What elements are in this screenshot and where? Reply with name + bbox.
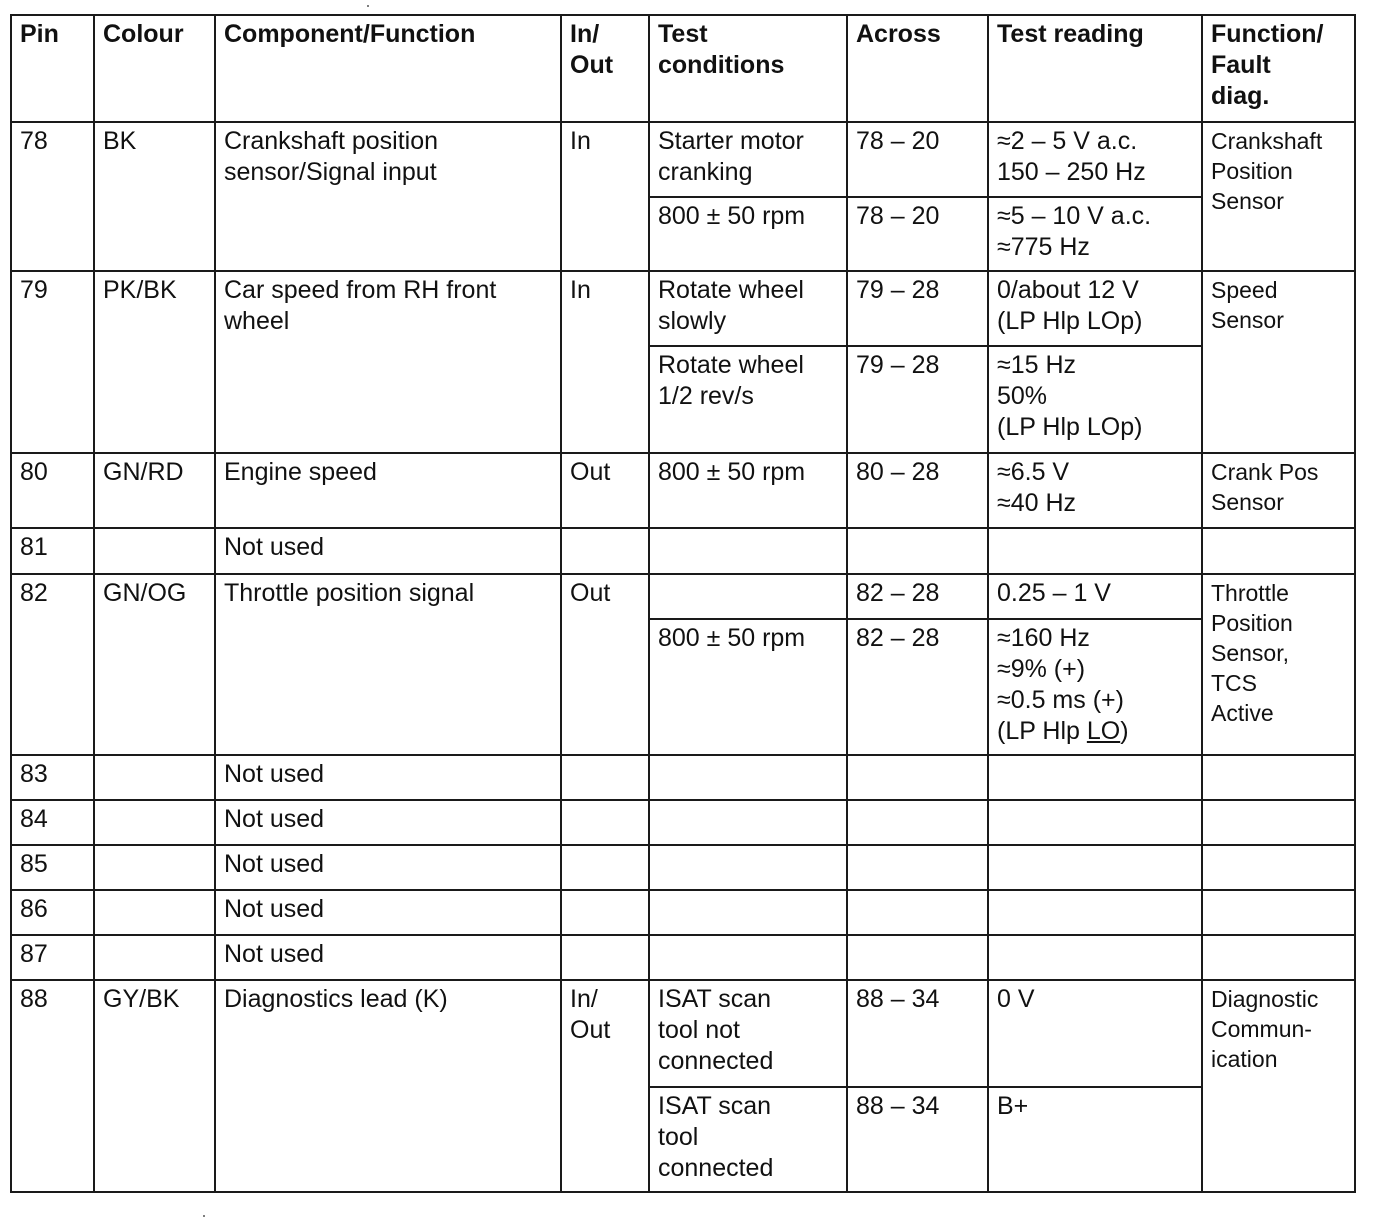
pin-cell: 86 (11, 890, 94, 935)
reading-cell: ≈15 Hz 50% (LP Hlp LOp) (988, 346, 1202, 453)
conditions-cell: Rotate wheel 1/2 rev/s (649, 346, 847, 453)
header-across: Across (847, 15, 988, 122)
fault-cell: Diagnostic Commun- ication (1202, 980, 1355, 1192)
table-row (11, 755, 1355, 800)
reading-cell (988, 800, 1202, 845)
inout-cell (561, 935, 649, 980)
inout-cell: In/ Out (561, 980, 649, 1192)
table-row (11, 574, 1355, 619)
reading-cell (988, 935, 1202, 980)
fault-cell (1202, 800, 1355, 845)
across-cell (847, 935, 988, 980)
component-cell: Crankshaft position sensor/Signal input (215, 122, 561, 271)
inout-cell (561, 528, 649, 574)
across-cell: 79 – 28 (847, 271, 988, 346)
pin-cell: 78 (11, 122, 94, 271)
fault-cell (1202, 528, 1355, 574)
reading-cell (988, 755, 1202, 800)
reading-cell: B+ (988, 1087, 1202, 1192)
table-row (11, 845, 1355, 890)
pin-test-table (10, 14, 1356, 1193)
reading-mode-lo: LO (1086, 717, 1121, 745)
conditions-cell: 800 ± 50 rpm (649, 619, 847, 755)
table-row (11, 453, 1355, 528)
fault-cell: Crank Pos Sensor (1202, 453, 1355, 528)
conditions-cell: 800 ± 50 rpm (649, 197, 847, 271)
table-row (11, 271, 1355, 346)
fault-cell: Speed Sensor (1202, 271, 1355, 453)
fault-cell (1202, 755, 1355, 800)
component-cell: Not used (215, 935, 561, 980)
component-cell: Not used (215, 845, 561, 890)
header-row (11, 15, 1355, 122)
colour-cell (94, 845, 215, 890)
reading-cell (988, 528, 1202, 574)
across-cell: 88 – 34 (847, 980, 988, 1087)
reading-cell (988, 619, 1202, 755)
pin-cell: 79 (11, 271, 94, 453)
inout-cell: In (561, 271, 649, 453)
reading-cell: 0/about 12 V (LP Hlp LOp) (988, 271, 1202, 346)
pin-cell: 80 (11, 453, 94, 528)
pin-cell: 85 (11, 845, 94, 890)
component-cell: Car speed from RH front wheel (215, 271, 561, 453)
across-cell: 80 – 28 (847, 453, 988, 528)
across-cell: 78 – 20 (847, 197, 988, 271)
conditions-cell: 800 ± 50 rpm (649, 453, 847, 528)
across-cell (847, 528, 988, 574)
reading-cell (988, 845, 1202, 890)
conditions-cell (649, 800, 847, 845)
across-cell: 82 – 28 (847, 574, 988, 619)
pin-cell: 84 (11, 800, 94, 845)
component-cell: Not used (215, 755, 561, 800)
across-cell: 79 – 28 (847, 346, 988, 453)
table-row (11, 980, 1355, 1087)
pin-cell: 82 (11, 574, 94, 755)
component-cell: Throttle position signal (215, 574, 561, 755)
reading-cell: ≈2 – 5 V a.c. 150 – 250 Hz (988, 122, 1202, 197)
fault-cell: Throttle Position Sensor, TCS Active (1202, 574, 1355, 755)
colour-cell (94, 755, 215, 800)
pin-cell: 87 (11, 935, 94, 980)
colour-cell (94, 890, 215, 935)
pin-cell: 88 (11, 980, 94, 1192)
table-row (11, 800, 1355, 845)
colour-cell: GN/OG (94, 574, 215, 755)
reading-cell (988, 890, 1202, 935)
reading-cell: ≈6.5 V ≈40 Hz (988, 453, 1202, 528)
inout-cell (561, 890, 649, 935)
across-cell: 88 – 34 (847, 1087, 988, 1192)
header-pin: Pin (11, 15, 94, 122)
inout-cell (561, 800, 649, 845)
conditions-cell (649, 574, 847, 619)
reading-mode-suffix: ) (1120, 717, 1129, 745)
colour-cell (94, 528, 215, 574)
conditions-cell: ISAT scan tool connected (649, 1087, 847, 1192)
conditions-cell (649, 890, 847, 935)
component-cell: Not used (215, 890, 561, 935)
scan-speck (367, 5, 369, 7)
header-inout: In/ Out (561, 15, 649, 122)
colour-cell: GY/BK (94, 980, 215, 1192)
inout-cell: Out (561, 574, 649, 755)
header-component: Component/Function (215, 15, 561, 122)
header-reading: Test reading (988, 15, 1202, 122)
inout-cell: Out (561, 453, 649, 528)
reading-cell: ≈5 – 10 V a.c. ≈775 Hz (988, 197, 1202, 271)
colour-cell: GN/RD (94, 453, 215, 528)
colour-cell: PK/BK (94, 271, 215, 453)
inout-cell: In (561, 122, 649, 271)
component-cell: Not used (215, 528, 561, 574)
header-fault: Function/ Fault diag. (1202, 15, 1355, 122)
reading-mode-prefix: (LP Hlp (997, 717, 1087, 745)
header-conditions: Test conditions (649, 15, 847, 122)
table-row (11, 890, 1355, 935)
header-colour: Colour (94, 15, 215, 122)
component-cell: Engine speed (215, 453, 561, 528)
fault-cell (1202, 890, 1355, 935)
pin-cell: 83 (11, 755, 94, 800)
colour-cell: BK (94, 122, 215, 271)
component-cell: Diagnostics lead (K) (215, 980, 561, 1192)
scan-speck (203, 1215, 205, 1217)
table-row (11, 528, 1355, 574)
across-cell (847, 755, 988, 800)
component-cell: Not used (215, 800, 561, 845)
conditions-cell: Starter motor cranking (649, 122, 847, 197)
fault-cell: Crankshaft Position Sensor (1202, 122, 1355, 271)
across-cell: 82 – 28 (847, 619, 988, 755)
inout-cell (561, 755, 649, 800)
reading-lines: ≈160 Hz ≈9% (+) ≈0.5 ms (+) (997, 624, 1124, 714)
table-row (11, 935, 1355, 980)
pin-cell: 81 (11, 528, 94, 574)
reading-cell: 0 V (988, 980, 1202, 1087)
conditions-cell (649, 528, 847, 574)
table-row (11, 122, 1355, 197)
conditions-cell (649, 845, 847, 890)
reading-cell: 0.25 – 1 V (988, 574, 1202, 619)
across-cell (847, 845, 988, 890)
fault-cell (1202, 845, 1355, 890)
conditions-cell (649, 935, 847, 980)
across-cell (847, 890, 988, 935)
fault-cell (1202, 935, 1355, 980)
across-cell: 78 – 20 (847, 122, 988, 197)
colour-cell (94, 935, 215, 980)
conditions-cell (649, 755, 847, 800)
inout-cell (561, 845, 649, 890)
colour-cell (94, 800, 215, 845)
across-cell (847, 800, 988, 845)
conditions-cell: Rotate wheel slowly (649, 271, 847, 346)
conditions-cell: ISAT scan tool not connected (649, 980, 847, 1087)
